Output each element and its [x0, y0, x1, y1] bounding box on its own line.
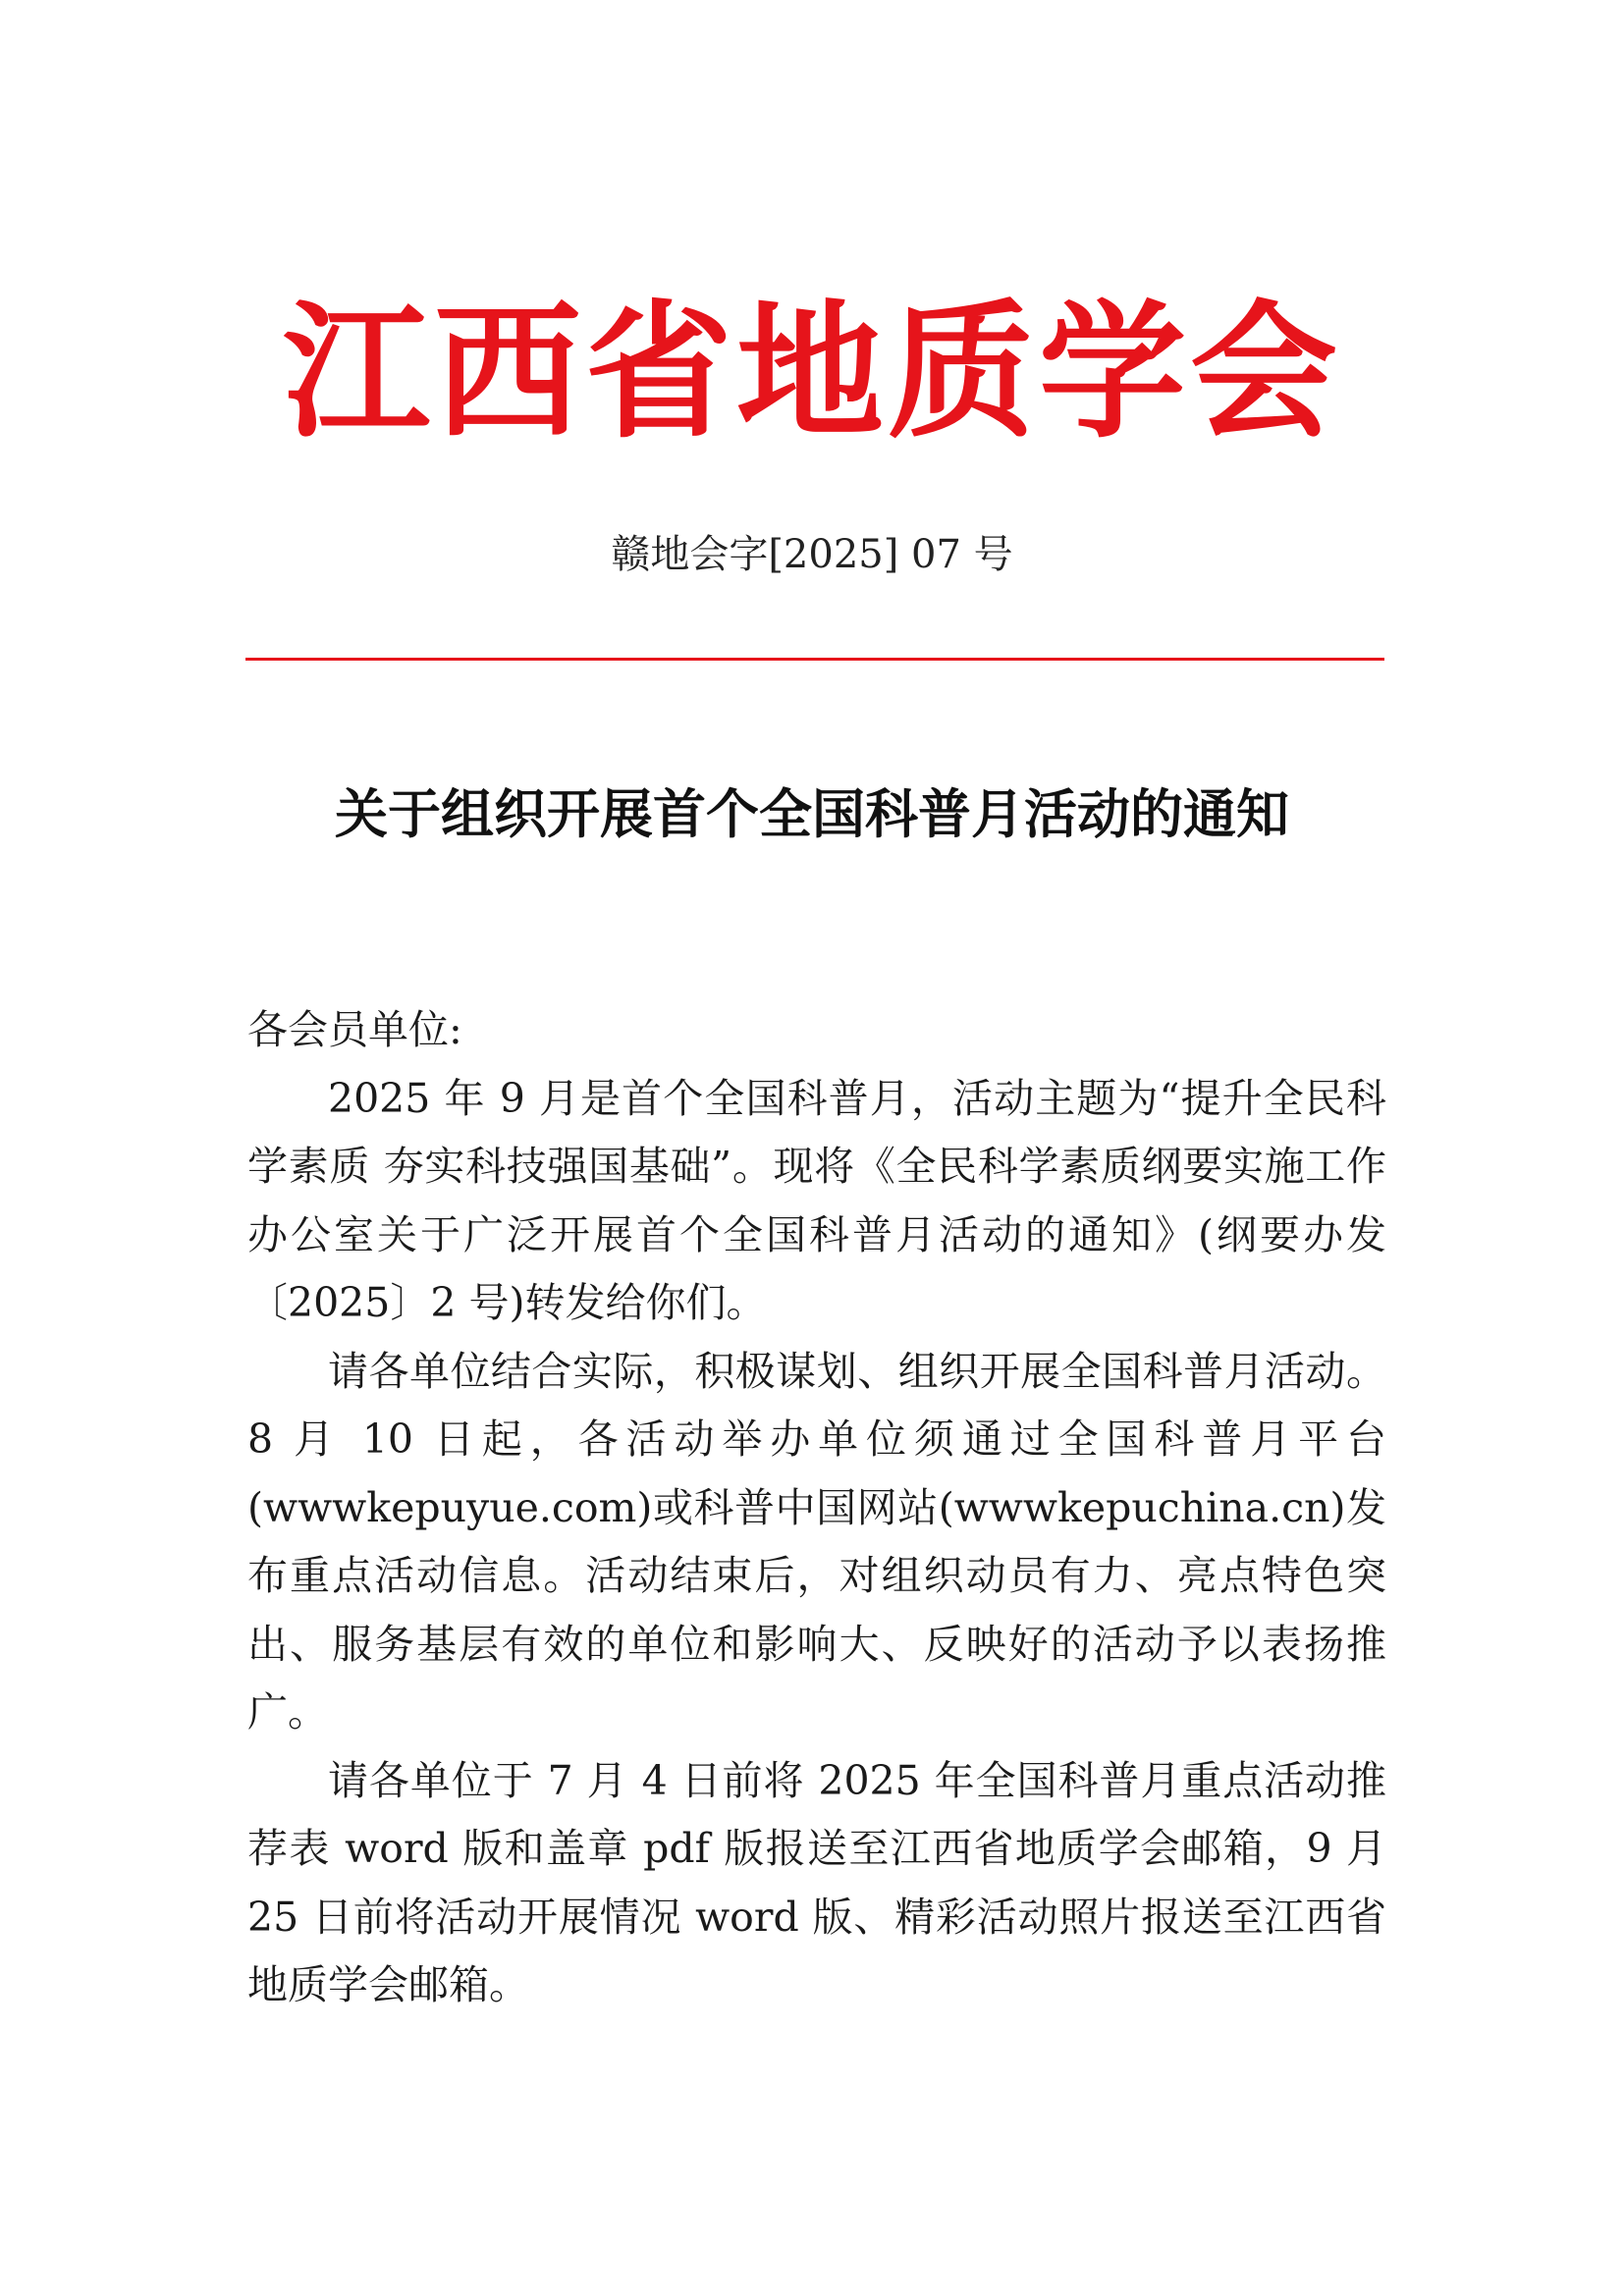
salutation: 各会员单位:: [247, 1006, 462, 1053]
org-letterhead-title: 江西省地质学会: [282, 288, 1341, 458]
document-number: 赣地会字[2025] 07 号: [611, 532, 1013, 577]
notice-title: 关于组织开展首个全国科普月活动的通知: [335, 783, 1289, 845]
body-paragraph: 请各单位结合实际，积极谋划、组织开展全国科普月活动。8 月 10 日起，各活动举办单位须通过全国科普月平台(wwwkepuyue.com)或科普中国网站(wwwkepuchina.cn)发布重点活动信息。活动结束后，对组织动员有力、亮点特色突出、服务基层有效的单位和影响大、反映好的活动予以表扬推广。: [247, 1347, 1386, 1735]
body-paragraph: 2025 年 9 月是首个全国科普月，活动主题为“提升全民科学素质 夯实科技强国基础”。现将《全民科学素质纲要实施工作办公室关于广泛开展首个全国科普月活动的通知》(纲要办发〔2025〕2 号)转发给你们。: [247, 1074, 1386, 1326]
notice-body: [247, 996, 1386, 2020]
body-paragraph: 请各单位于 7 月 4 日前将 2025 年全国科普月重点活动推荐表 word 版和盖章 pdf 版报送至江西省地质学会邮箱，9 月 25 日前将活动开展情况 word 版、精彩活动照片报送至江西省地质学会邮箱。: [247, 1756, 1386, 2008]
letterhead-divider: [245, 658, 1384, 661]
